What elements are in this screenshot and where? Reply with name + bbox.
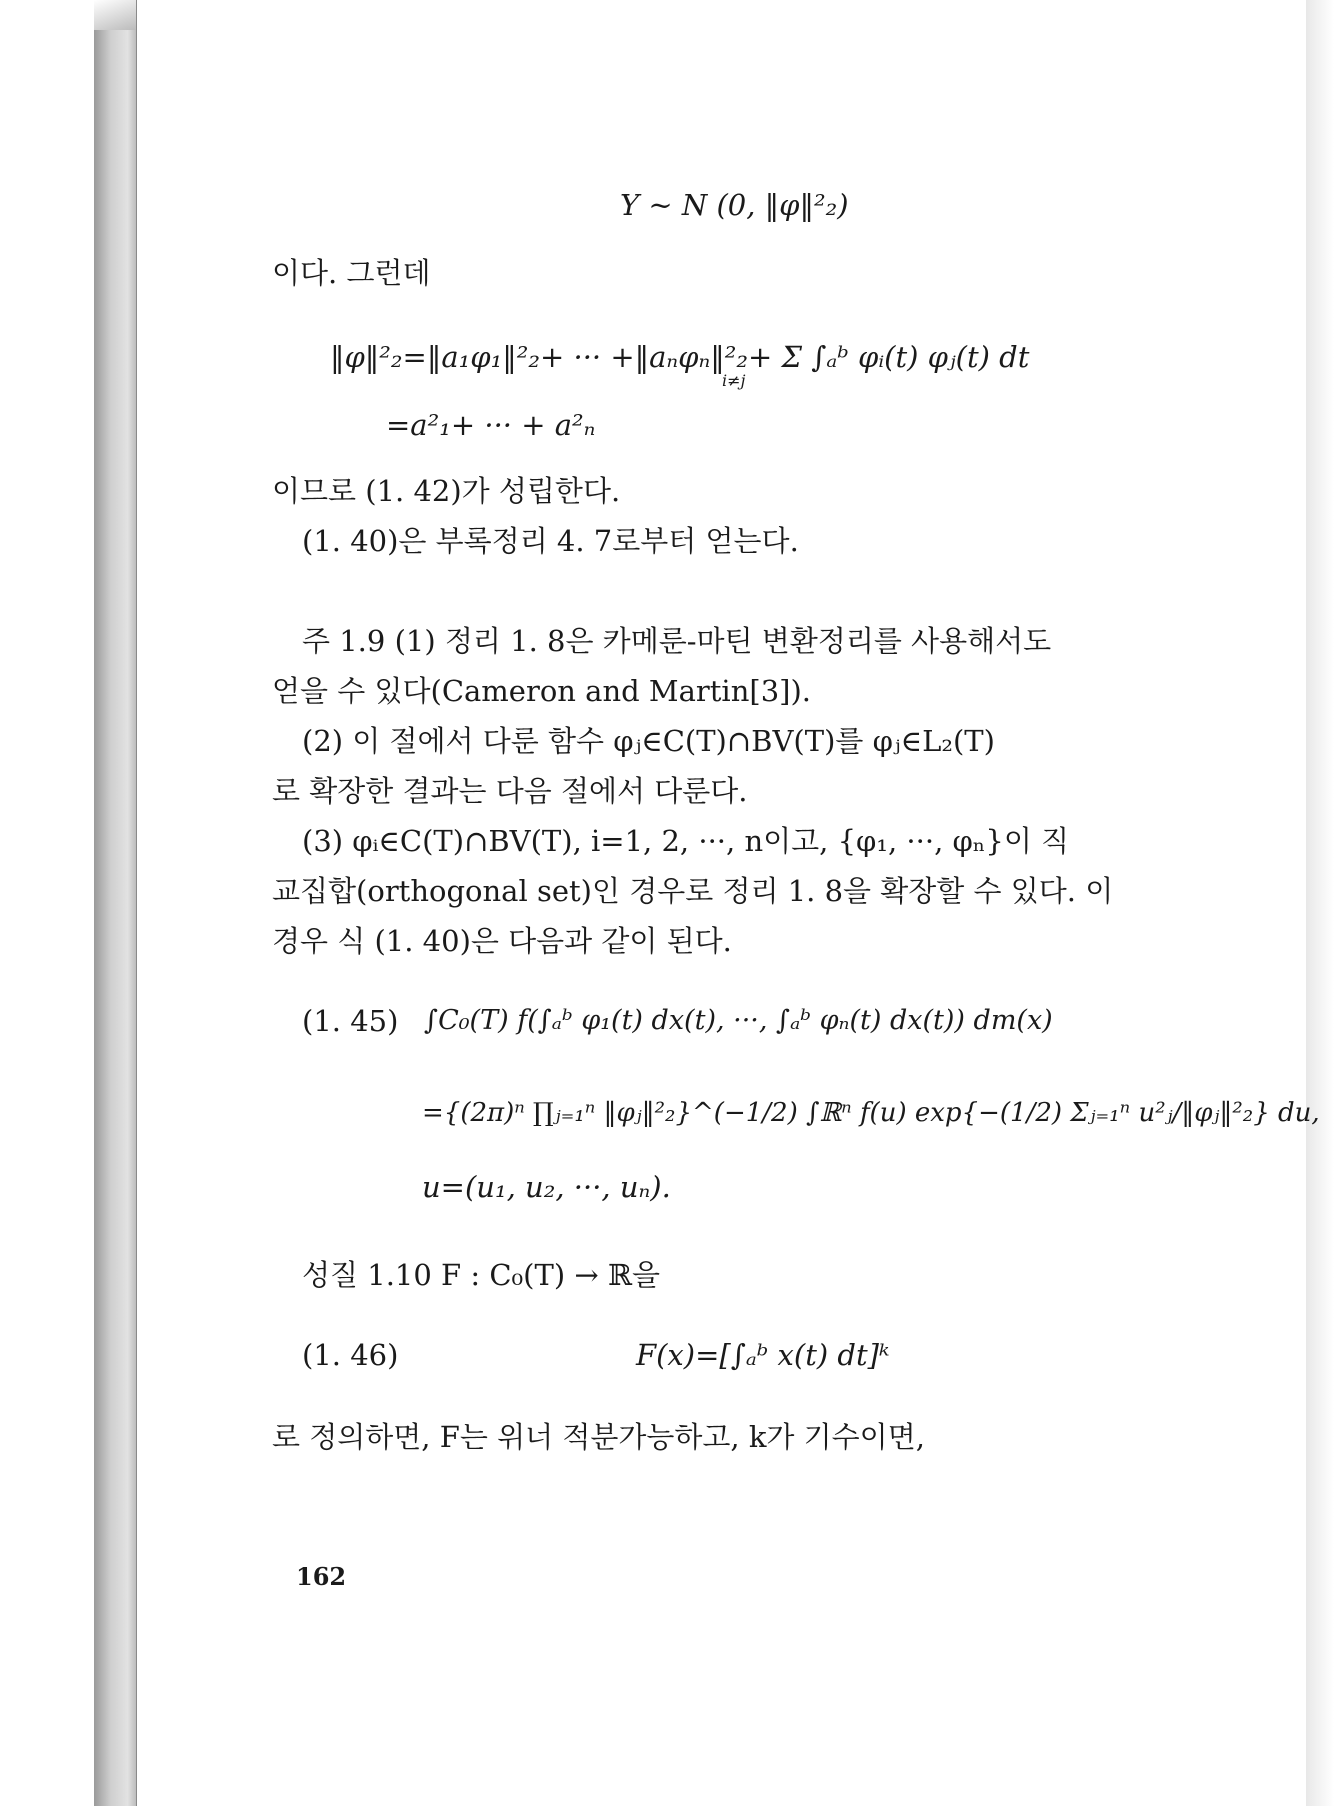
- text-line: (1. 40)은 부록정리 4. 7로부터 얻는다.: [302, 524, 799, 558]
- text-line: (3) φᵢ∈C(T)∩BV(T), i=1, 2, ···, n이고, {φ₁, ···, φₙ}이 직: [302, 824, 1070, 858]
- equation-number: (1. 45): [302, 1004, 399, 1038]
- formula-y-distribution: Y ~ N (0, ‖φ‖²₂): [620, 188, 849, 222]
- formula-sum-subscript: i≠j: [722, 371, 746, 390]
- equation-number: (1. 46): [302, 1338, 399, 1372]
- property-heading-line: 성질 1.10 F : C₀(T) → ℝ을: [302, 1258, 660, 1292]
- page-shadow: [1306, 0, 1334, 1806]
- formula-u-vector: u=(u₁, u₂, ···, uₙ).: [422, 1170, 671, 1204]
- text-line: 이므로 (1. 42)가 성립한다.: [272, 474, 621, 508]
- text-line: 경우 식 (1. 40)은 다음과 같이 된다.: [272, 924, 732, 958]
- text-line: (2) 이 절에서 다룬 함수 φⱼ∈C(T)∩BV(T)를 φⱼ∈L₂(T): [302, 724, 995, 758]
- text-line: 로 정의하면, F는 위너 적분가능하고, k가 기수이면,: [272, 1420, 925, 1454]
- text-line: 얻을 수 있다(Cameron and Martin[3]).: [272, 674, 811, 708]
- book-spine: [94, 0, 136, 1806]
- text-line: 로 확장한 결과는 다음 절에서 다룬다.: [272, 774, 748, 808]
- text-line: 교집합(orthogonal set)인 경우로 정리 1. 8을 확장할 수 있다. 이: [272, 874, 1114, 908]
- formula-integral-rhs: ={(2π)ⁿ ∏ⱼ₌₁ⁿ ‖φⱼ‖²₂}^(−1/2) ∫ℝⁿ f(u) exp{−(1/2) Σⱼ₌₁ⁿ u²ⱼ/‖φⱼ‖²₂} du,: [422, 1098, 1320, 1128]
- formula-norm-expansion: ‖φ‖²₂=‖a₁φ₁‖²₂+ ··· +‖aₙφₙ‖²₂+ Σ ∫ₐᵇ φᵢ(t) φⱼ(t) dt: [330, 340, 1030, 374]
- formula-norm-result: =a²₁+ ··· + a²ₙ: [386, 408, 596, 442]
- book-spine-top: [94, 0, 136, 30]
- formula-integral-lhs: ∫C₀(T) f(∫ₐᵇ φ₁(t) dx(t), ···, ∫ₐᵇ φₙ(t) dx(t)) dm(x): [424, 1005, 1053, 1036]
- note-heading-line: 주 1.9 (1) 정리 1. 8은 카메룬-마틴 변환정리를 사용해서도: [302, 624, 1052, 658]
- formula-f-definition: F(x)=[∫ₐᵇ x(t) dt]ᵏ: [636, 1338, 890, 1372]
- text-line: 이다. 그런데: [272, 256, 431, 290]
- page-number: 162: [296, 1562, 347, 1591]
